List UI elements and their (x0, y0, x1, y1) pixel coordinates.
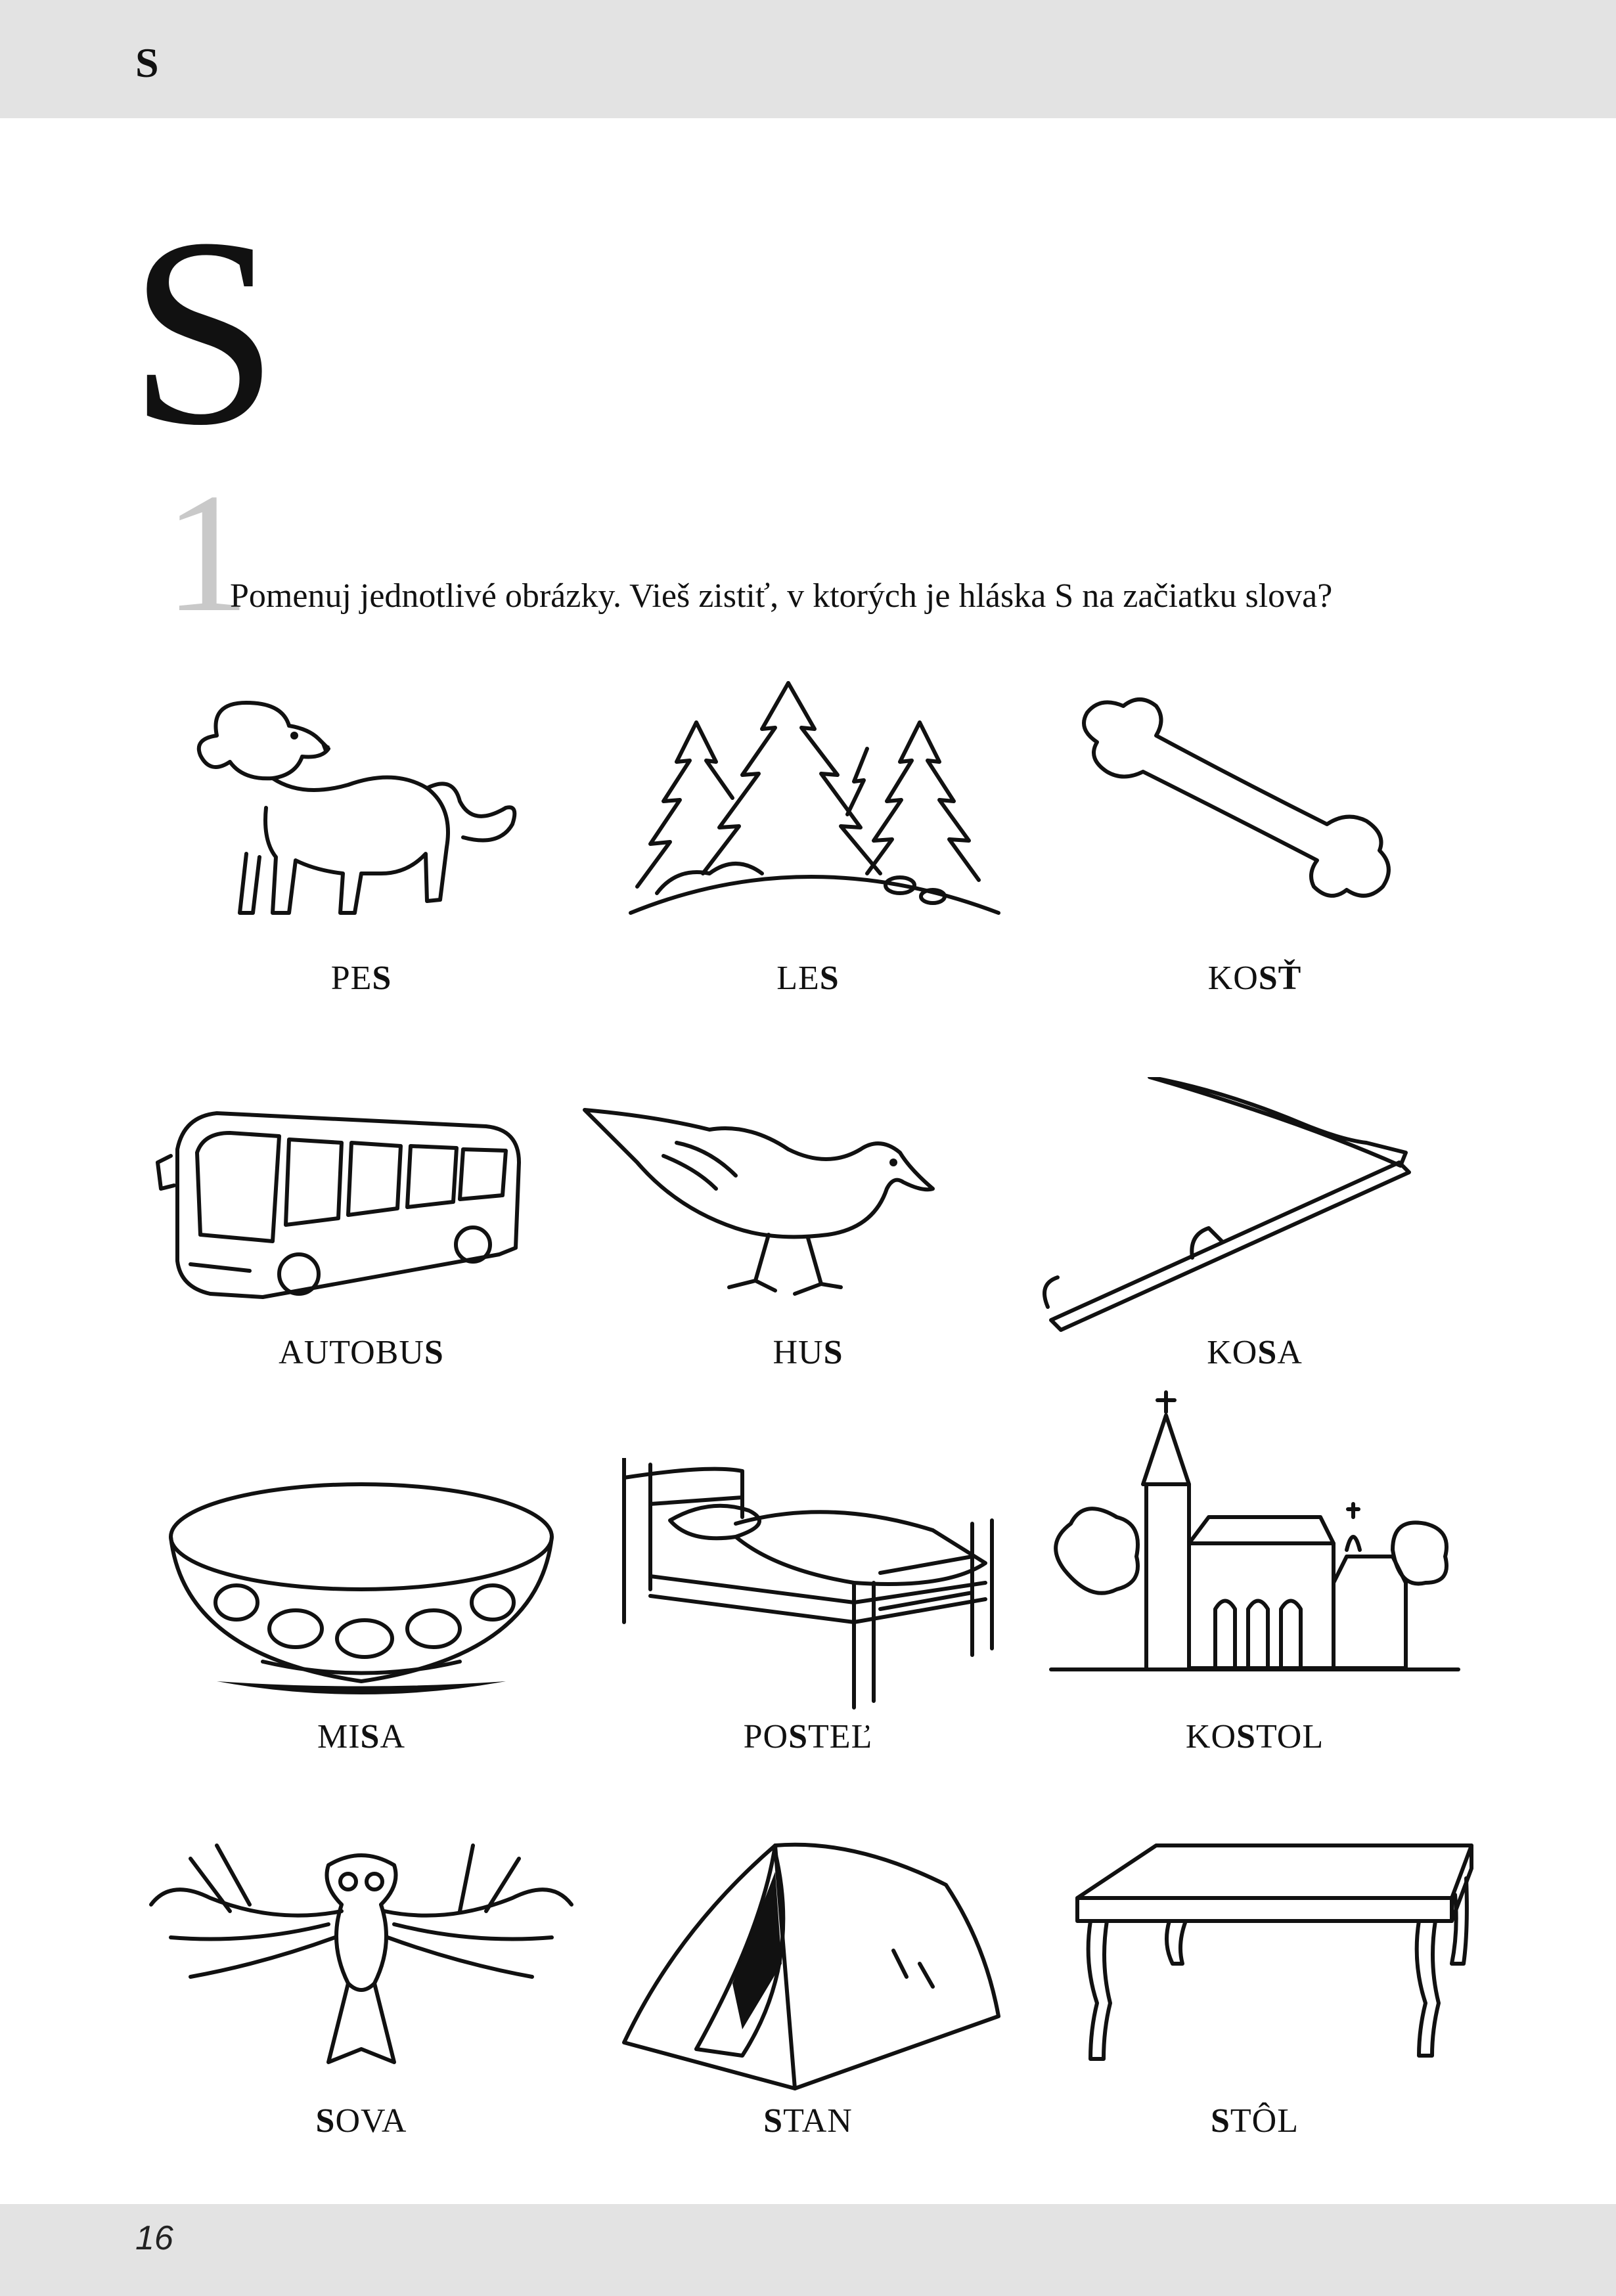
picture-cell-les (578, 676, 1038, 1044)
caption-kost: KOSŤ (1207, 960, 1302, 997)
caption-postel: POSTEĽ (743, 1718, 873, 1755)
caption-misa: MISA (317, 1718, 406, 1755)
forest-icon (578, 676, 1038, 939)
caption-hus: HUS (773, 1334, 843, 1371)
bus-icon (131, 1077, 591, 1340)
picture-cell-stol (1025, 1832, 1485, 2174)
picture-cell-kost (1025, 676, 1485, 1044)
bed-icon (578, 1458, 1038, 1721)
picture-cell-kosa (1025, 1077, 1485, 1419)
picture-cell-hus (578, 1077, 1038, 1419)
picture-cell-kostol (1025, 1373, 1485, 1793)
picture-cell-postel (578, 1399, 1038, 1793)
tent-icon (578, 1832, 1038, 2095)
caption-sova: SOVA (315, 2102, 407, 2140)
exercise-instruction: Pomenuj jednotlivé obrázky. Vieš zistiť, v ktorých je hláska S na začiatku slova? (230, 577, 1333, 615)
goose-icon (578, 1077, 1038, 1340)
dog-icon (131, 676, 591, 939)
caption-autobus: AUTOBUS (279, 1334, 444, 1371)
picture-cell-pes (131, 676, 591, 1044)
footer-band (0, 2204, 1616, 2296)
caption-kosa: KOSA (1207, 1334, 1303, 1371)
picture-cell-autobus (131, 1077, 591, 1419)
header-band (0, 0, 1616, 118)
scythe-icon (1025, 1077, 1485, 1340)
picture-cell-misa (131, 1399, 591, 1793)
church-icon (1025, 1386, 1485, 1681)
bone-icon (1025, 676, 1485, 939)
caption-stol: STÔL (1210, 2102, 1299, 2140)
owl-icon (131, 1832, 591, 2095)
caption-les: LES (776, 960, 840, 997)
caption-kostol: KOSTOL (1185, 1718, 1324, 1755)
caption-stan: STAN (763, 2102, 853, 2140)
caption-pes: PES (330, 960, 392, 997)
picture-cell-sova (131, 1832, 591, 2174)
title-letter: S (129, 183, 279, 481)
page-number: 16 (135, 2219, 173, 2257)
bowl-icon (131, 1458, 591, 1721)
picture-cell-stan (578, 1832, 1038, 2174)
exercise-number: 1 (164, 458, 250, 648)
table-icon (1025, 1832, 1485, 2095)
header-letter: S (135, 39, 159, 86)
